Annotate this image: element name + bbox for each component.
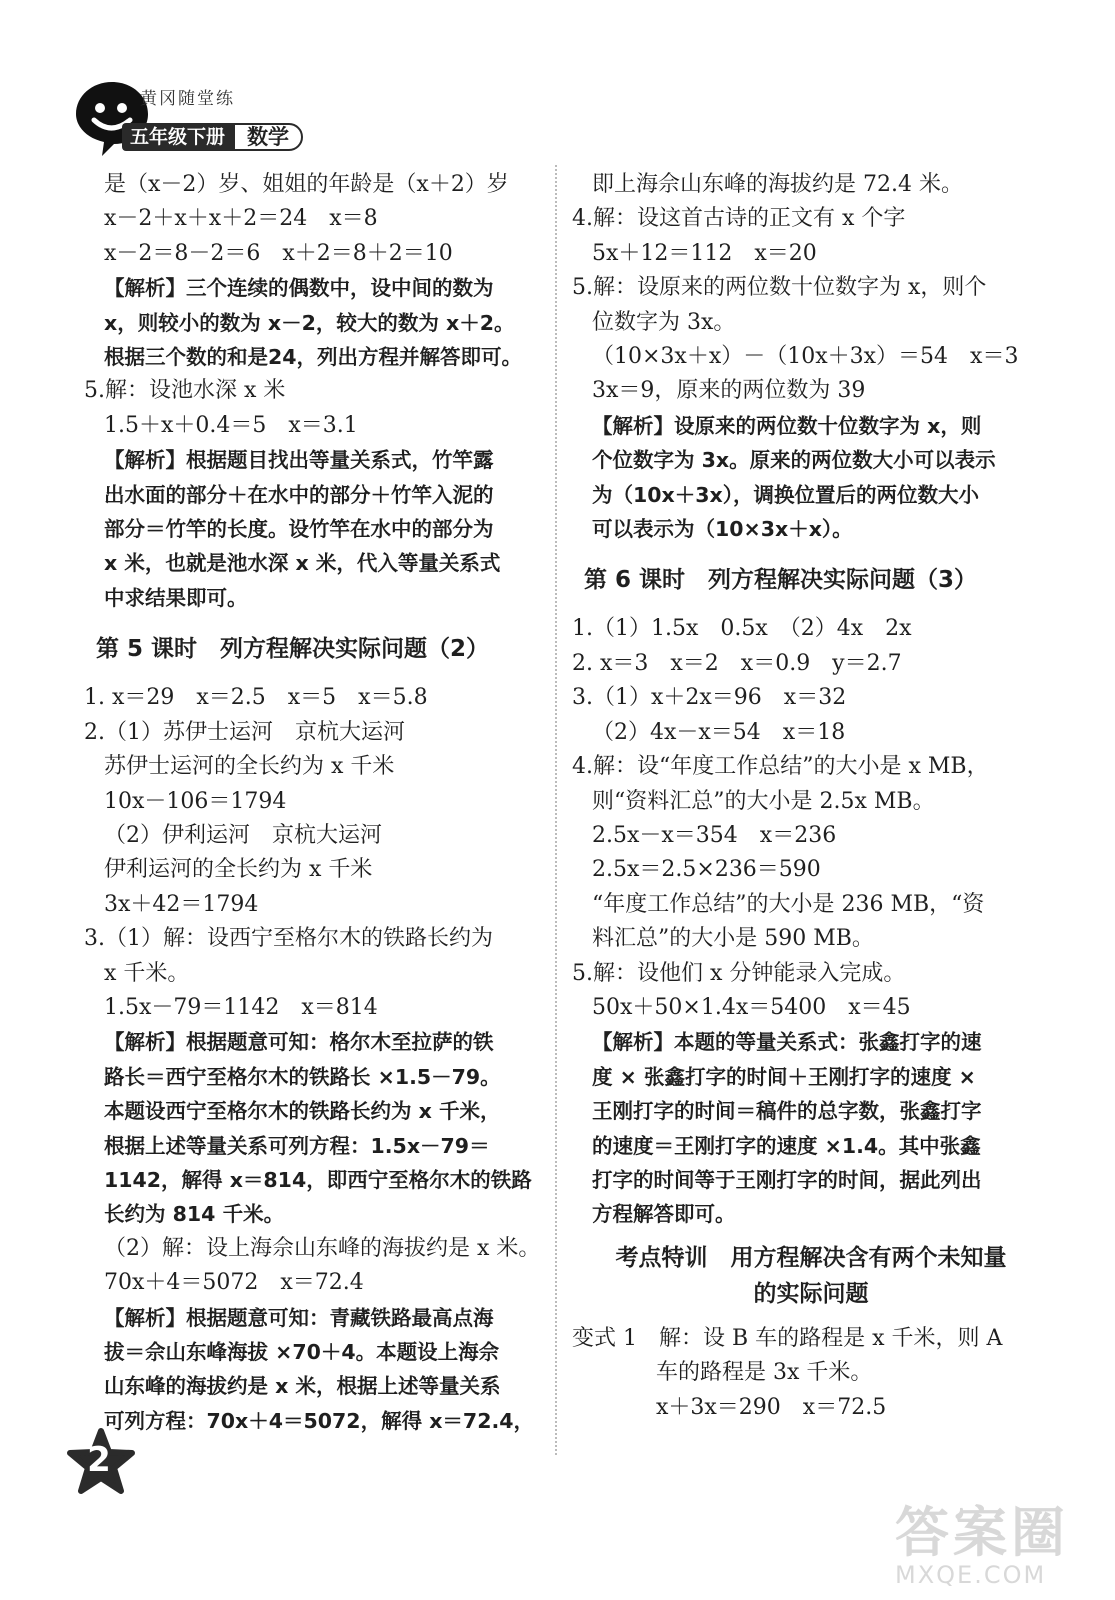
equation-line: 2.5x－x＝354 x＝236 xyxy=(592,822,837,848)
equation-line: 5x＋12＝112 x＝20 xyxy=(592,240,817,266)
analysis-line: 【解析】三个连续的偶数中，设中间的数为 xyxy=(104,276,494,301)
question-line: 3.（1）x＋2x＝96 x＝32 xyxy=(572,685,847,711)
text-line: x－2＋x＋x＋2＝24 x＝8 xyxy=(104,206,378,232)
question-line: 2. x＝3 x＝2 x＝0.9 y＝2.7 xyxy=(572,650,902,676)
analysis-line: 为（10x＋3x），调换位置后的两位数大小 xyxy=(592,482,979,507)
question-line: 4.解：设这首古诗的正文有 x 个字 xyxy=(572,206,906,232)
analysis-line: 拔＝佘山东峰海拔 ×70＋4。本题设上海佘 xyxy=(104,1340,500,1364)
watermark xyxy=(895,1490,1095,1590)
section-title-lesson-5: 第 5 课时 列方程解决实际问题（2） xyxy=(96,636,490,663)
text-line: “年度工作总结”的大小是 236 MB，“资 xyxy=(592,891,985,917)
analysis-line: 【解析】设原来的两位数十位数字为 x，则 xyxy=(592,413,982,438)
section-title-special-training: 考点特训 用方程解决含有两个未知量 xyxy=(615,1244,1007,1271)
analysis-line: 本题设西宁至格尔木的铁路长约为 x 千米， xyxy=(104,1099,501,1124)
text-line: 位数字为 3x。 xyxy=(592,309,736,335)
grade-label: 五年级下册 xyxy=(122,123,233,151)
equation-line: 10x－106＝1794 xyxy=(104,788,287,814)
section-title-lesson-6: 第 6 课时 列方程解决实际问题（3） xyxy=(584,567,978,594)
analysis-line: 中求结果即可。 xyxy=(104,585,248,610)
analysis-line: x 米，也就是池水深 x 米，代入等量关系式 xyxy=(104,551,501,576)
text-line: x 千米。 xyxy=(104,960,190,986)
equation-line: 3x＋42＝1794 xyxy=(104,891,259,917)
analysis-line: 可以表示为（10×3x＋x）。 xyxy=(592,517,853,542)
analysis-line: 【解析】根据题意可知：青藏铁路最高点海 xyxy=(104,1305,494,1330)
equation-line: 1.5＋x＋0.4＝5 x＝3.1 xyxy=(104,412,358,438)
text-line: x－2＝8－2＝6 x＋2＝8＋2＝10 xyxy=(104,240,453,266)
text-line: 车的路程是 3x 千米。 xyxy=(656,1360,873,1386)
question-line: 5.解：设他们 x 分钟能录入完成。 xyxy=(572,960,906,986)
equation-line: x＋3x＝290 x＝72.5 xyxy=(656,1394,887,1420)
analysis-line: 个位数字为 3x。原来的两位数大小可以表示 xyxy=(592,448,996,473)
analysis-line: 根据上述等量关系可列方程：1.5x－79＝ xyxy=(104,1133,490,1158)
analysis-line: 山东峰的海拔约是 x 米，根据上述等量关系 xyxy=(104,1374,501,1399)
analysis-line: 【解析】根据题意可知：格尔木至拉萨的铁 xyxy=(104,1030,494,1055)
analysis-line: 打字的时间等于王刚打字的时间，据此列出 xyxy=(592,1167,982,1192)
watermark-url: MXQE.COM xyxy=(895,1561,1047,1589)
analysis-line: 根据三个数的和是24，列出方程并解答即可。 xyxy=(104,345,523,370)
question-line: 2.（1）苏伊士运河 京杭大运河 xyxy=(84,719,405,745)
equation-line: （10×3x＋x）－（10x＋3x）＝54 x＝3 xyxy=(592,344,1019,370)
analysis-line: 【解析】本题的等量关系式：张鑫打字的速 xyxy=(592,1030,982,1055)
analysis-line: 的速度＝王刚打字的速度 ×1.4。其中张鑫 xyxy=(592,1133,981,1158)
analysis-line: 出水面的部分＋在水中的部分＋竹竿入泥的 xyxy=(104,482,494,507)
text-line: 是（x－2）岁、姐姐的年龄是（x＋2）岁 xyxy=(104,172,509,197)
equation-line: （2）4x－x＝54 x＝18 xyxy=(592,719,846,745)
question-line: 4.解：设“年度工作总结”的大小是 x MB， xyxy=(572,754,989,780)
text-line: 苏伊士运河的全长约为 x 千米 xyxy=(104,754,395,780)
text-line: 即上海佘山东峰的海拔约是 72.4 米。 xyxy=(592,172,963,197)
grade-subject-label xyxy=(122,122,303,152)
equation-line: 1.5x－79＝1142 x＝814 xyxy=(104,994,378,1020)
analysis-line: 路长＝西宁至格尔木的铁路长 ×1.5－79。 xyxy=(104,1064,501,1089)
analysis-line: 度 × 张鑫打字的时间＋王刚打字的速度 × xyxy=(592,1064,976,1089)
text-line: （2）解：设上海佘山东峰的海拔约是 x 米。 xyxy=(104,1235,541,1261)
page-number-badge xyxy=(66,1428,136,1498)
analysis-line: 【解析】根据题目找出等量关系式，竹竿露 xyxy=(104,448,494,473)
analysis-line: 长约为 814 千米。 xyxy=(104,1202,285,1227)
section-title-special-training-cont: 的实际问题 xyxy=(753,1280,869,1307)
right-column xyxy=(572,168,1050,1425)
analysis-line: 1142，解得 x＝814，即西宁至格尔木的铁路 xyxy=(104,1167,532,1192)
page-number: 2 xyxy=(87,1440,111,1480)
subject-label: 数学 xyxy=(233,123,303,151)
left-column xyxy=(84,168,562,1438)
equation-line: 50x＋50×1.4x＝5400 x＝45 xyxy=(592,994,911,1020)
text-line: 则“资料汇总”的大小是 2.5x MB。 xyxy=(592,788,935,814)
question-line: 5.解：设池水深 x 米 xyxy=(84,378,286,404)
text-line: 3x＝9，原来的两位数为 39 xyxy=(592,378,866,404)
question-line: 1.（1）1.5x 0.5x （2）4x 2x xyxy=(572,616,912,642)
book-header xyxy=(72,78,372,178)
question-line: 3.（1）解：设西宁至格尔木的铁路长约为 xyxy=(84,926,493,952)
brand-name: 黄冈随堂练 xyxy=(140,89,235,109)
analysis-line: 方程解答即可。 xyxy=(592,1202,736,1227)
question-line: 1. x＝29 x＝2.5 x＝5 x＝5.8 xyxy=(84,685,428,711)
analysis-line: 部分＝竹竿的长度。设竹竿在水中的部分为 xyxy=(104,517,494,542)
analysis-line: x，则较小的数为 x－2，较大的数为 x＋2。 xyxy=(104,310,515,335)
question-line: 5.解：设原来的两位数十位数字为 x，则个 xyxy=(572,275,987,301)
equation-line: 2.5x＝2.5×236＝590 xyxy=(592,857,821,883)
analysis-line: 可列方程：70x＋4＝5072，解得 x＝72.4， xyxy=(104,1408,535,1433)
text-line: 伊利运河的全长约为 x 千米 xyxy=(104,857,373,883)
text-line: （2）伊利运河 京杭大运河 xyxy=(104,822,382,848)
equation-line: 70x＋4＝5072 x＝72.4 xyxy=(104,1270,364,1296)
question-line: 变式 1 解：设 B 车的路程是 x 千米，则 A xyxy=(572,1325,1003,1351)
analysis-line: 王刚打字的时间＝稿件的总字数，张鑫打字 xyxy=(592,1099,982,1124)
text-line: 料汇总”的大小是 590 MB。 xyxy=(592,926,874,952)
watermark-main: 答案圈 xyxy=(895,1501,1069,1564)
